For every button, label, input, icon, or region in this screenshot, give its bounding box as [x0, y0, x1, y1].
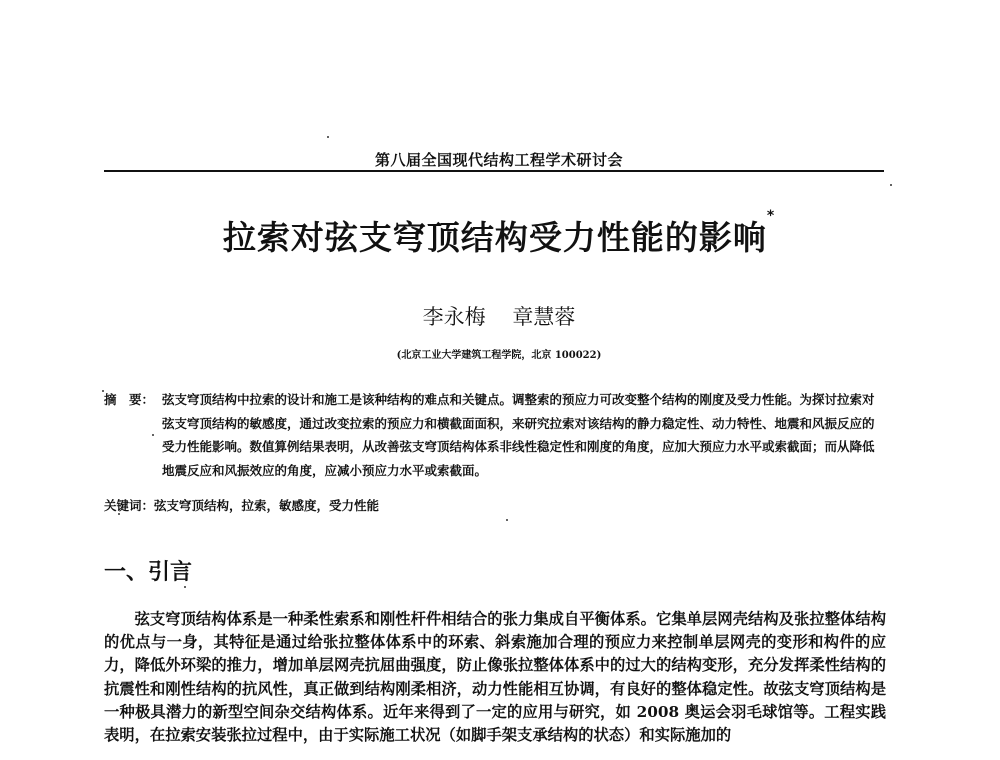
- title-footnote-mark: *: [766, 208, 776, 224]
- keywords-label: 关键词：: [104, 498, 155, 513]
- keywords-block: [104, 496, 884, 514]
- abstract-label: 摘 要：: [104, 392, 155, 407]
- body-paragraph: 弦支穹顶结构体系是一种柔性索系和刚性杆件相结合的张力集成自平衡体系。它集单层网壳结构及张拉整体结构的优点与一身，其特征是通过给张拉整体体系中的环索、斜索施加合理的预应力来控制单层网壳的变形和构件的应力，降低外环梁的推力，增加单层网壳抗屈曲强度，防止像张拉整体体系中的过大的结构变形，充分发挥柔性结构的抗震性和刚性结构的抗风性，真正做到结构刚柔相济，动力性能相互协调，有良好的整体稳定性。故弦支穹顶结构是一种极具潜力的新型空间杂交结构体系。近年来得到了一定的应用与研究，如 2008 奥运会羽毛球馆等。工程实践表明，在拉索安装张拉过程中，由于实际施工状况（如脚手架支承结构的状态）和实际施加的: [104, 610, 886, 745]
- author-list: [104, 301, 894, 331]
- affiliation: (北京工业大学建筑工程学院，北京 100022): [396, 350, 602, 361]
- author-name: 李永梅: [422, 305, 486, 329]
- conference-header: 第八届全国现代结构工程学术研讨会: [374, 151, 623, 169]
- scan-speck: [890, 184, 892, 186]
- scan-speck: [327, 136, 329, 138]
- scan-speck: [184, 586, 186, 588]
- header-rule: [104, 170, 884, 172]
- abstract-block: [104, 388, 884, 482]
- scan-speck: [506, 519, 508, 521]
- paper-title-text: 拉索对弦支穹顶结构受力性能的影响: [222, 218, 767, 257]
- paper-title: [104, 208, 894, 259]
- scan-speck: [102, 390, 104, 392]
- author-name: 章慧蓉: [512, 305, 576, 329]
- scan-speck: [118, 513, 120, 515]
- keywords-text: 弦支穹顶结构，拉索，敏感度，受力性能: [154, 498, 380, 513]
- section-heading: 一、引言: [104, 560, 193, 585]
- abstract-text: 弦支穹顶结构中拉索的设计和施工是该种结构的难点和关键点。调整索的预应力可改变整个结构的刚度及受力性能。为探讨拉索对弦支穹顶结构的敏感度，通过改变拉索的预应力和横截面面积，来研究拉索对该结构的静力稳定性、动力特性、地震和风振反应的受力性能影响。数值算例结果表明，从改善弦支穹顶结构体系非线性稳定性和刚度的角度，应加大预应力水平或索截面；而从降低地震反应和风振效应的角度，应减小预应力水平或索截面。: [162, 392, 875, 478]
- scan-speck: [152, 434, 154, 436]
